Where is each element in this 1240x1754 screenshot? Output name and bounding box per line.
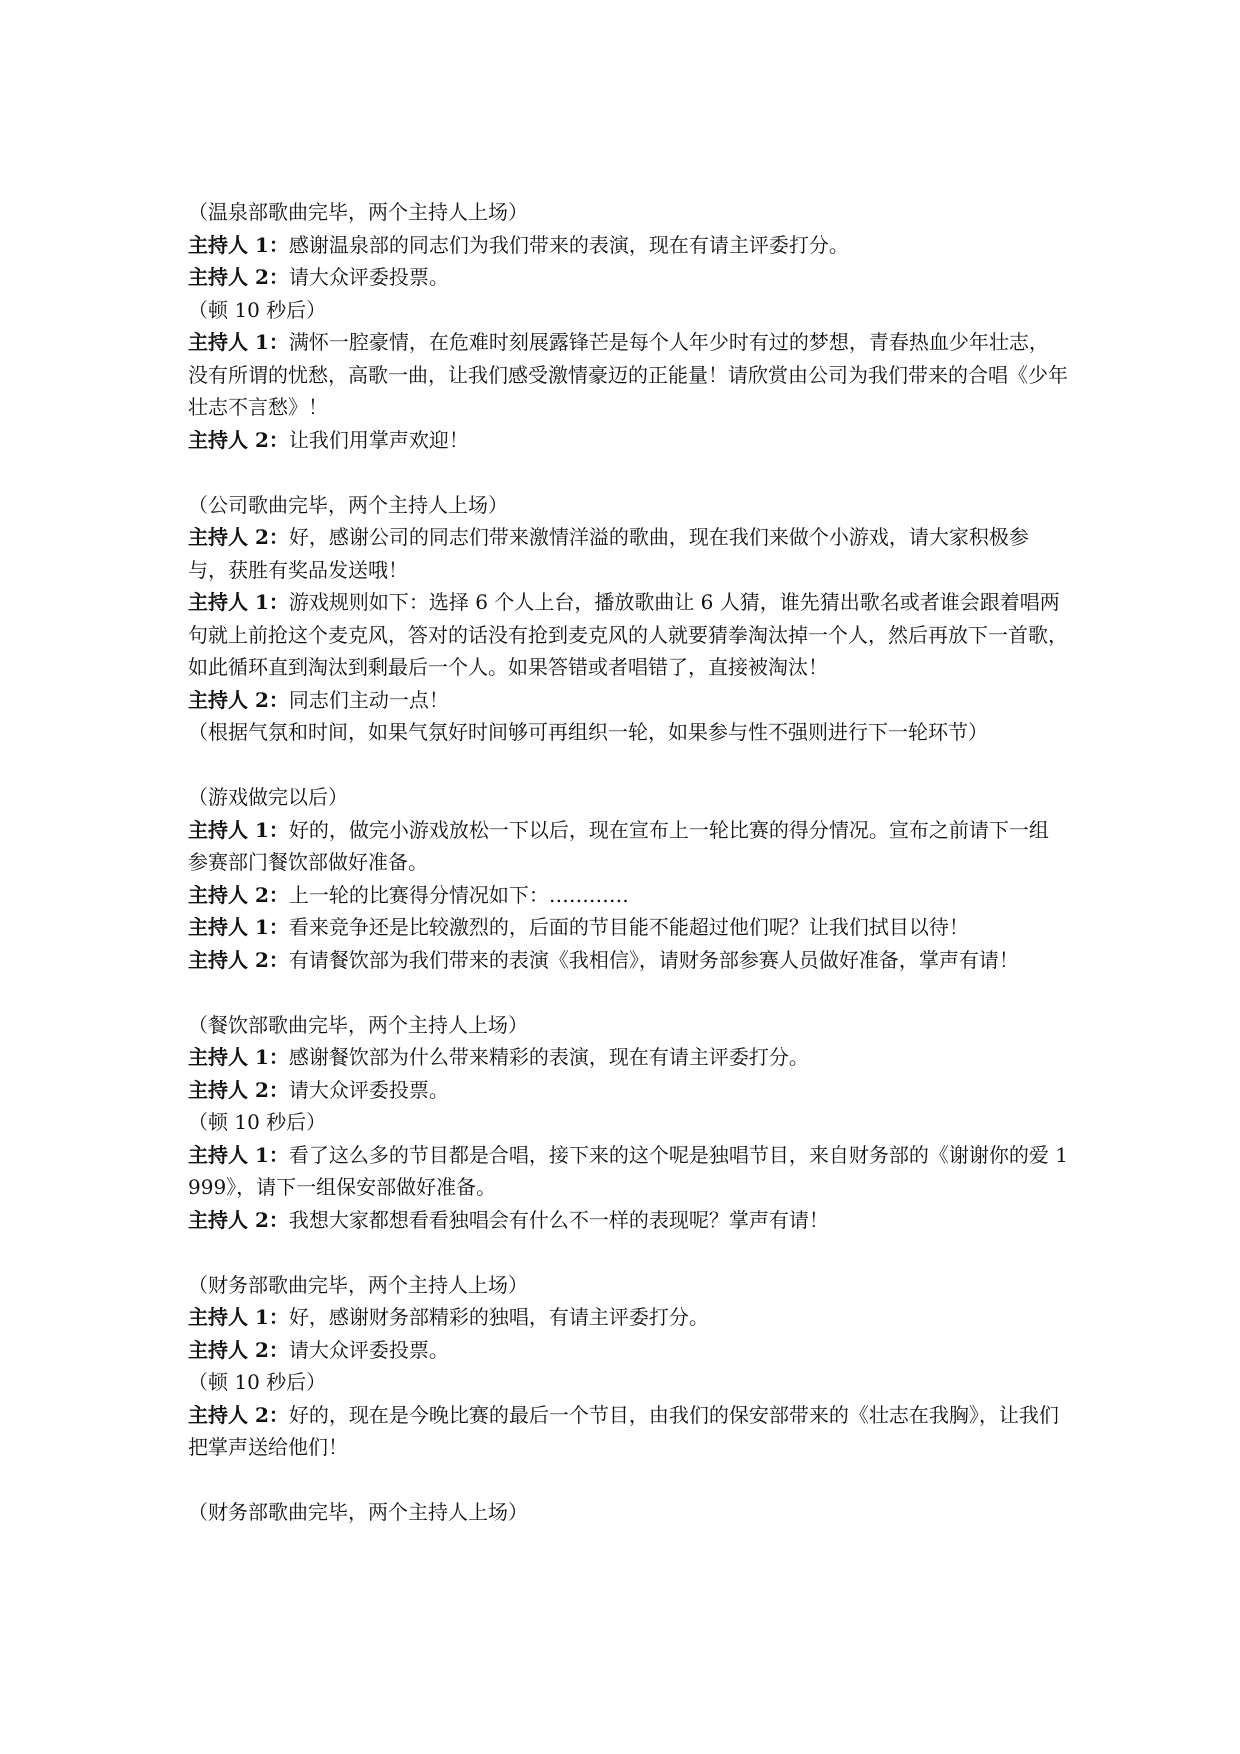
host-line — [188, 1301, 1068, 1334]
stage-direction-text: （财务部歌曲完毕，两个主持人上场） — [188, 1272, 528, 1297]
stage-direction — [188, 1496, 1068, 1529]
speaker-label: 主持人 2： — [188, 427, 289, 452]
stage-direction — [188, 1366, 1068, 1399]
stage-direction — [188, 196, 1068, 229]
host-line-text: 有请餐饮部为我们带来的表演《我相信》，请财务部参赛人员做好准备，掌声有请！ — [288, 947, 1019, 972]
host-line-text: 看了这么多的节目都是合唱，接下来的这个呢是独唱节目，来自财务部的《谢谢你的爱 1999》，请下一组保安部做好准备。 — [188, 1142, 1068, 1199]
host-line — [188, 424, 1068, 457]
speaker-label: 主持人 1： — [188, 1142, 289, 1167]
host-line — [188, 1139, 1068, 1204]
host-line — [188, 684, 1068, 717]
speaker-label: 主持人 1： — [188, 590, 289, 614]
stage-direction-text: （游戏做完以后） — [188, 785, 348, 809]
stage-direction-text: （餐饮部歌曲完毕，两个主持人上场） — [188, 1012, 528, 1037]
speaker-label: 主持人 2： — [188, 1337, 289, 1362]
paragraph-gap — [188, 456, 1068, 489]
host-line-text: 好的，现在是今晚比赛的最后一个节目，由我们的保安部带来的《壮志在我胸》，让我们把掌声送给他们！ — [188, 1402, 1059, 1459]
host-line — [188, 879, 1068, 912]
host-line-text: 上一轮的比赛得分情况如下：………… — [288, 882, 629, 907]
host-line — [188, 1041, 1068, 1074]
speaker-label: 主持人 2： — [188, 947, 289, 972]
host-line — [188, 1334, 1068, 1367]
host-line — [188, 229, 1068, 262]
document-body — [188, 196, 1068, 1529]
host-line — [188, 326, 1068, 424]
stage-direction — [188, 1269, 1068, 1302]
paragraph-gap — [188, 976, 1068, 1009]
host-line-text: 我想大家都想看看独唱会有什么不一样的表现呢？掌声有请！ — [288, 1207, 829, 1232]
host-line-text: 满怀一腔豪情，在危难时刻展露锋芒是每个人年少时有过的梦想，青春热血少年壮志，没有所谓的忧愁，高歌一曲，让我们感受激情豪迈的正能量！请欣赏由公司为我们带来的合唱《少年壮志不言愁》！ — [188, 330, 1068, 419]
speaker-label: 主持人 2： — [188, 882, 289, 907]
paragraph-gap — [188, 749, 1068, 782]
host-line-text: 请大众评委投票。 — [288, 1337, 449, 1362]
host-line-text: 感谢温泉部的同志们为我们带来的表演，现在有请主评委打分。 — [288, 232, 849, 257]
stage-direction — [188, 716, 1068, 749]
stage-direction-text: （顿 10 秒后） — [188, 297, 327, 322]
speaker-label: 主持人 2： — [188, 265, 289, 289]
stage-direction — [188, 1009, 1068, 1042]
host-line-text: 请大众评委投票。 — [288, 265, 449, 289]
host-line — [188, 944, 1068, 977]
speaker-label: 主持人 1： — [188, 232, 289, 257]
paragraph-gap — [188, 1236, 1068, 1269]
host-line-text: 好，感谢公司的同志们带来激情洋溢的歌曲，现在我们来做个小游戏，请大家积极参与，获胜有奖品发送哦！ — [188, 525, 1029, 582]
host-line — [188, 1074, 1068, 1107]
speaker-label: 主持人 1： — [188, 915, 289, 939]
host-line-text: 同志们主动一点！ — [288, 687, 449, 712]
paragraph-gap — [188, 1464, 1068, 1497]
stage-direction — [188, 489, 1068, 522]
host-line-text: 好，感谢财务部精彩的独唱，有请主评委打分。 — [288, 1305, 709, 1329]
host-line — [188, 261, 1068, 294]
speaker-label: 主持人 1： — [188, 330, 289, 354]
host-line — [188, 586, 1068, 684]
host-line — [188, 1399, 1068, 1464]
host-line — [188, 814, 1068, 879]
speaker-label: 主持人 1： — [188, 1305, 289, 1329]
host-line-text: 看来竞争还是比较激烈的，后面的节目能不能超过他们呢？让我们拭目以待！ — [288, 915, 969, 939]
speaker-label: 主持人 1： — [188, 1045, 289, 1069]
speaker-label: 主持人 2： — [188, 1207, 289, 1232]
speaker-label: 主持人 1： — [188, 817, 289, 842]
speaker-label: 主持人 2： — [188, 525, 289, 549]
stage-direction-text: （根据气氛和时间，如果气氛好时间够可再组织一轮，如果参与性不强则进行下一轮环节） — [188, 720, 988, 744]
host-line — [188, 521, 1068, 586]
stage-direction — [188, 294, 1068, 327]
host-line-text: 游戏规则如下：选择 6 个人上台，播放歌曲让 6 人猜，谁先猜出歌名或者谁会跟着唱两句就上前抢这个麦克风，答对的话没有抢到麦克风的人就要猜拳淘汰掉一个人，然后再放下一首歌，如此循环直到淘汰到剩最后一个人。如果答错或者唱错了，直接被淘汰！ — [188, 590, 1068, 679]
stage-direction — [188, 781, 1068, 814]
speaker-label: 主持人 2： — [188, 687, 289, 712]
host-line — [188, 1204, 1068, 1237]
stage-direction-text: （顿 10 秒后） — [188, 1110, 327, 1134]
host-line — [188, 911, 1068, 944]
speaker-label: 主持人 2： — [188, 1402, 289, 1427]
host-line-text: 让我们用掌声欢迎！ — [288, 427, 469, 452]
stage-direction-text: （顿 10 秒后） — [188, 1370, 327, 1394]
stage-direction — [188, 1106, 1068, 1139]
speaker-label: 主持人 2： — [188, 1077, 289, 1102]
host-line-text: 感谢餐饮部为什么带来精彩的表演，现在有请主评委打分。 — [288, 1045, 809, 1069]
host-line-text: 好的，做完小游戏放松一下以后，现在宣布上一轮比赛的得分情况。宣布之前请下一组参赛部门餐饮部做好准备。 — [188, 817, 1049, 874]
stage-direction-text: （财务部歌曲完毕，两个主持人上场） — [188, 1500, 528, 1524]
host-line-text: 请大众评委投票。 — [288, 1077, 449, 1102]
stage-direction-text: （公司歌曲完毕，两个主持人上场） — [188, 492, 508, 517]
stage-direction-text: （温泉部歌曲完毕，两个主持人上场） — [188, 200, 528, 224]
